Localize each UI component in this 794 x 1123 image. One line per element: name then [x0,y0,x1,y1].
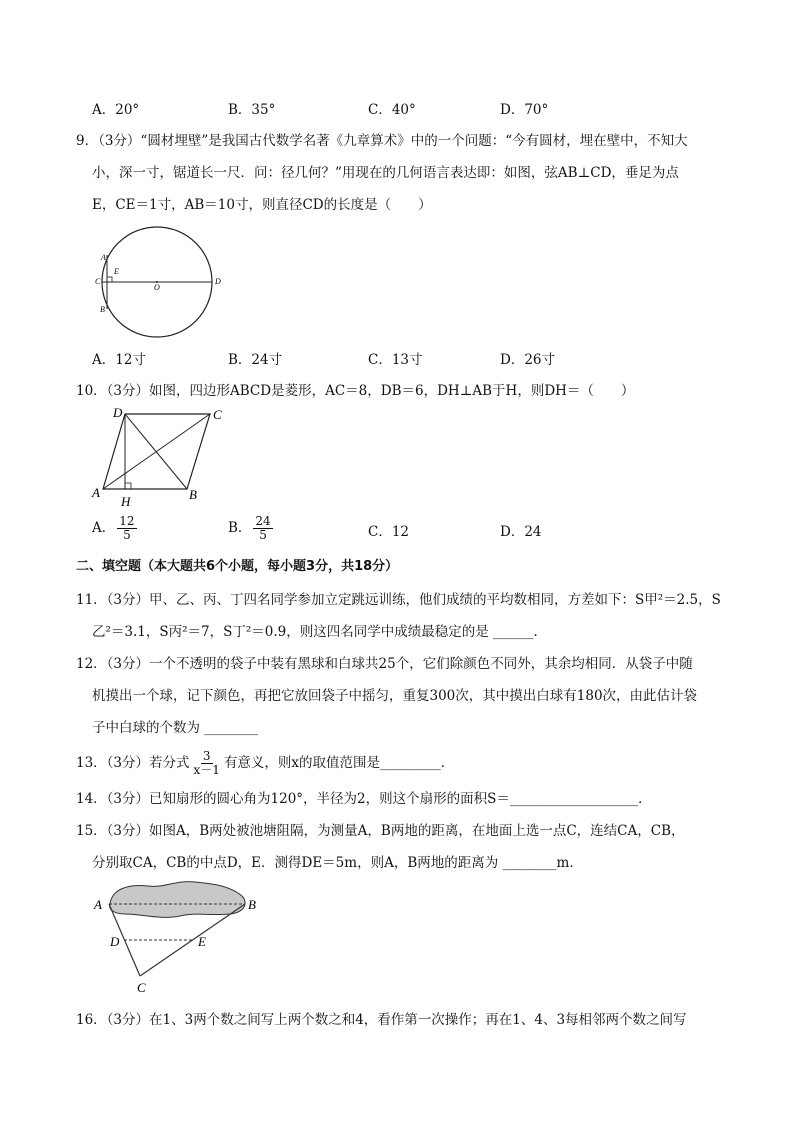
label-c: C [95,277,101,286]
q10-option-b-fraction [253,515,272,542]
label-e: E [114,267,119,276]
q10-rhombus-figure [90,402,230,512]
q10-option-d: D．24 [500,524,542,540]
q10-option-c: C．12 [368,524,410,540]
q11-line-2: 乙²＝3.1，S丙²＝7，S丁²＝0.9，则这四名同学中成绩最稳定的是 ______． [92,624,548,640]
q8-option-c: C．40° [368,102,416,118]
q10-line: 10．（3分）如图，四边形ABCD是菱形，AC＝8，DB＝6，DH⊥AB于H，则DH＝（ ） [76,383,635,399]
q13-prefix: 13．（3分）若分式 [76,755,190,771]
label-b: B [189,487,197,502]
label-a: A [94,897,102,912]
q15-line-2: 分别取CA，CB的中点D，E．测得DE＝5m，则A，B两地的距离为 ________m． [92,855,583,871]
q13-fraction [192,750,222,777]
q13-suffix: 有意义，则x的取值范围是_________． [223,755,455,771]
q10-option-b [228,515,275,542]
diagonal-db [125,414,187,489]
q9-line-3: E，CE＝1寸，AB＝10寸，则直径CD的长度是（ ） [92,197,432,213]
q8-option-d: D．70° [500,102,549,118]
q10-option-a-fraction [117,515,136,542]
q10-option-a-prefix: A． [92,520,116,536]
q11-line-1: 11．（3分）甲、乙、丙、丁四名同学参加立定跳远训练，他们成绩的平均数相同，方差如下：S甲²＝2.5，S [76,592,721,608]
label-a: A [101,253,106,262]
pond [110,882,245,918]
q12-line-2: 机摸出一个球，记下颜色，再把它放回袋子中摇匀，重复300次，其中摸出白球有180次，由此估计袋 [92,688,698,704]
numerator: 24 [255,514,271,528]
q9-line-2: 小，深一寸，锯道长一尺．问：径几何？”用现在的几何语言表达即：如图，弦AB⊥CD，垂足为点 [92,165,679,181]
label-d: D [110,934,120,949]
numerator: 12 [119,514,135,528]
q9-option-d: D．26寸 [500,352,556,368]
label-h: H [121,494,131,509]
denominator: 5 [123,528,131,542]
label-o: O [154,283,160,292]
q9-line-1: 9．（3分）“圆材埋壁”是我国古代数学名著《九章算术》中的一个问题：“今有圆材，埋在壁中，不知大 [76,133,688,149]
q10-option-b-prefix: B． [228,520,252,536]
q12-line-1: 12．（3分）一个不透明的袋子中装有黑球和白球共25个，它们除颜色不同外，其余均相同．从袋子中随 [76,656,693,672]
denominator: x－1 [193,763,220,777]
q9-circle-figure [92,222,232,344]
q9-option-a: A．12寸 [92,352,146,368]
label-c: C [213,407,222,422]
q9-option-b: B．24寸 [228,352,283,368]
label-d: D [215,277,221,286]
right-angle-mark [107,277,112,282]
label-e: E [198,934,206,949]
q13-line [76,750,454,777]
q10-option-a [92,515,139,542]
q8-option-b: B．35° [228,102,276,118]
q15-line-1: 15．（3分）如图A，B两处被池塘阻隔，为测量A，B两地的距离，在地面上选一点C，连结CA，CB， [76,823,685,839]
label-b: B [100,305,105,314]
label-b: B [248,897,256,912]
right-angle-mark [125,483,131,489]
q8-option-a: A．20° [92,102,140,118]
section-heading: 二、填空题（本大题共6个小题，每小题3分，共18分） [76,559,399,574]
numerator: 3 [202,749,211,763]
denominator: 5 [259,528,267,542]
q16-line: 16．（3分）在1、3两个数之间写上两个数之和4，看作第一次操作；再在1、4、3每相邻两个数之间写 [76,1012,687,1028]
label-d: D [113,405,123,420]
q12-line-3: 子中白球的个数为 ________ [92,720,259,736]
q9-option-c: C．13寸 [368,352,423,368]
label-c: C [137,980,146,995]
q14-line: 14．（3分）已知扇形的圆心角为120°，半径为2，则这个扇形的面积S＝___________________． [76,791,652,807]
label-a: A [92,485,100,500]
q15-pond-figure [90,876,270,998]
